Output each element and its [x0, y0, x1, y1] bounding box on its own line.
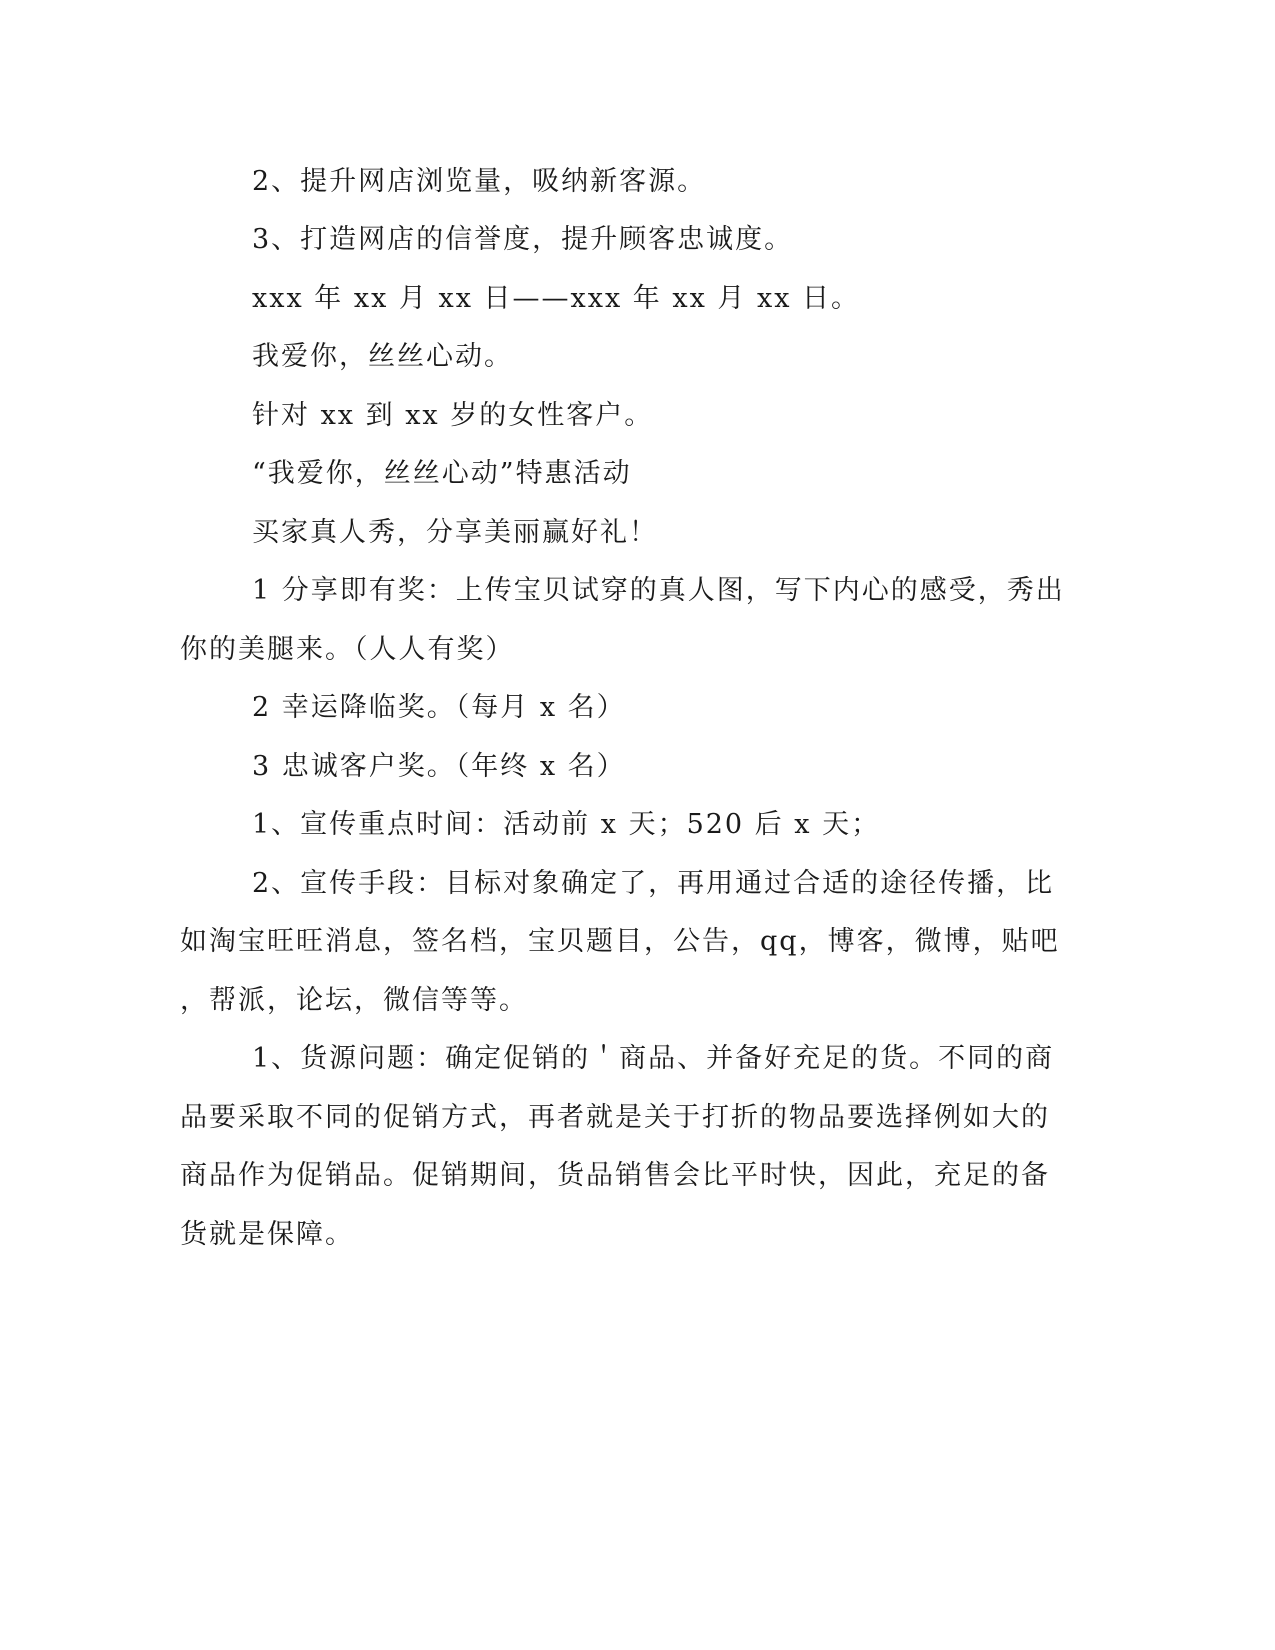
paragraph-line: 2、宣传手段：目标对象确定了，再用通过合适的途径传播，比 — [252, 868, 1055, 899]
paragraph-line: 品要采取不同的促销方式，再者就是关于打折的物品要选择例如大的 — [180, 1102, 1050, 1133]
paragraph-line: xxx 年 xx 月 xx 日——xxx 年 xx 月 xx 日。 — [252, 283, 861, 314]
paragraph-line: 2、提升网店浏览量，吸纳新客源。 — [252, 166, 707, 197]
paragraph-line: “我爱你，丝丝心动”特惠活动 — [252, 458, 632, 489]
paragraph-line: 买家真人秀，分享美丽赢好礼！ — [252, 517, 658, 548]
paragraph-line: 如淘宝旺旺消息，签名档，宝贝题目，公告，qq，博客，微博，贴吧 — [180, 926, 1060, 957]
paragraph-line: 1、宣传重点时间：活动前 x 天；520 后 x 天； — [252, 809, 881, 840]
paragraph-line: 3、打造网店的信誉度，提升顾客忠诚度。 — [252, 224, 794, 255]
paragraph-line: 商品作为促销品。促销期间，货品销售会比平时快，因此，充足的备 — [180, 1160, 1050, 1191]
paragraph-line: 3 忠诚客户奖。（年终 x 名） — [252, 751, 626, 782]
paragraph-line: 1 分享即有奖：上传宝贝试穿的真人图，写下内心的感受，秀出 — [252, 575, 1065, 606]
paragraph-line: 你的美腿来。（人人有奖） — [180, 634, 515, 665]
paragraph-line: 针对 xx 到 xx 岁的女性客户。 — [252, 400, 654, 431]
paragraph-line: 货就是保障。 — [180, 1219, 354, 1250]
paragraph-line: ，帮派，论坛，微信等等。 — [180, 985, 528, 1016]
paragraph-line: 1、货源问题：确定促销的＇商品、并备好充足的货。不同的商 — [252, 1043, 1055, 1074]
paragraph-line: 我爱你，丝丝心动。 — [252, 341, 513, 372]
paragraph-line: 2 幸运降临奖。（每月 x 名） — [252, 692, 626, 723]
